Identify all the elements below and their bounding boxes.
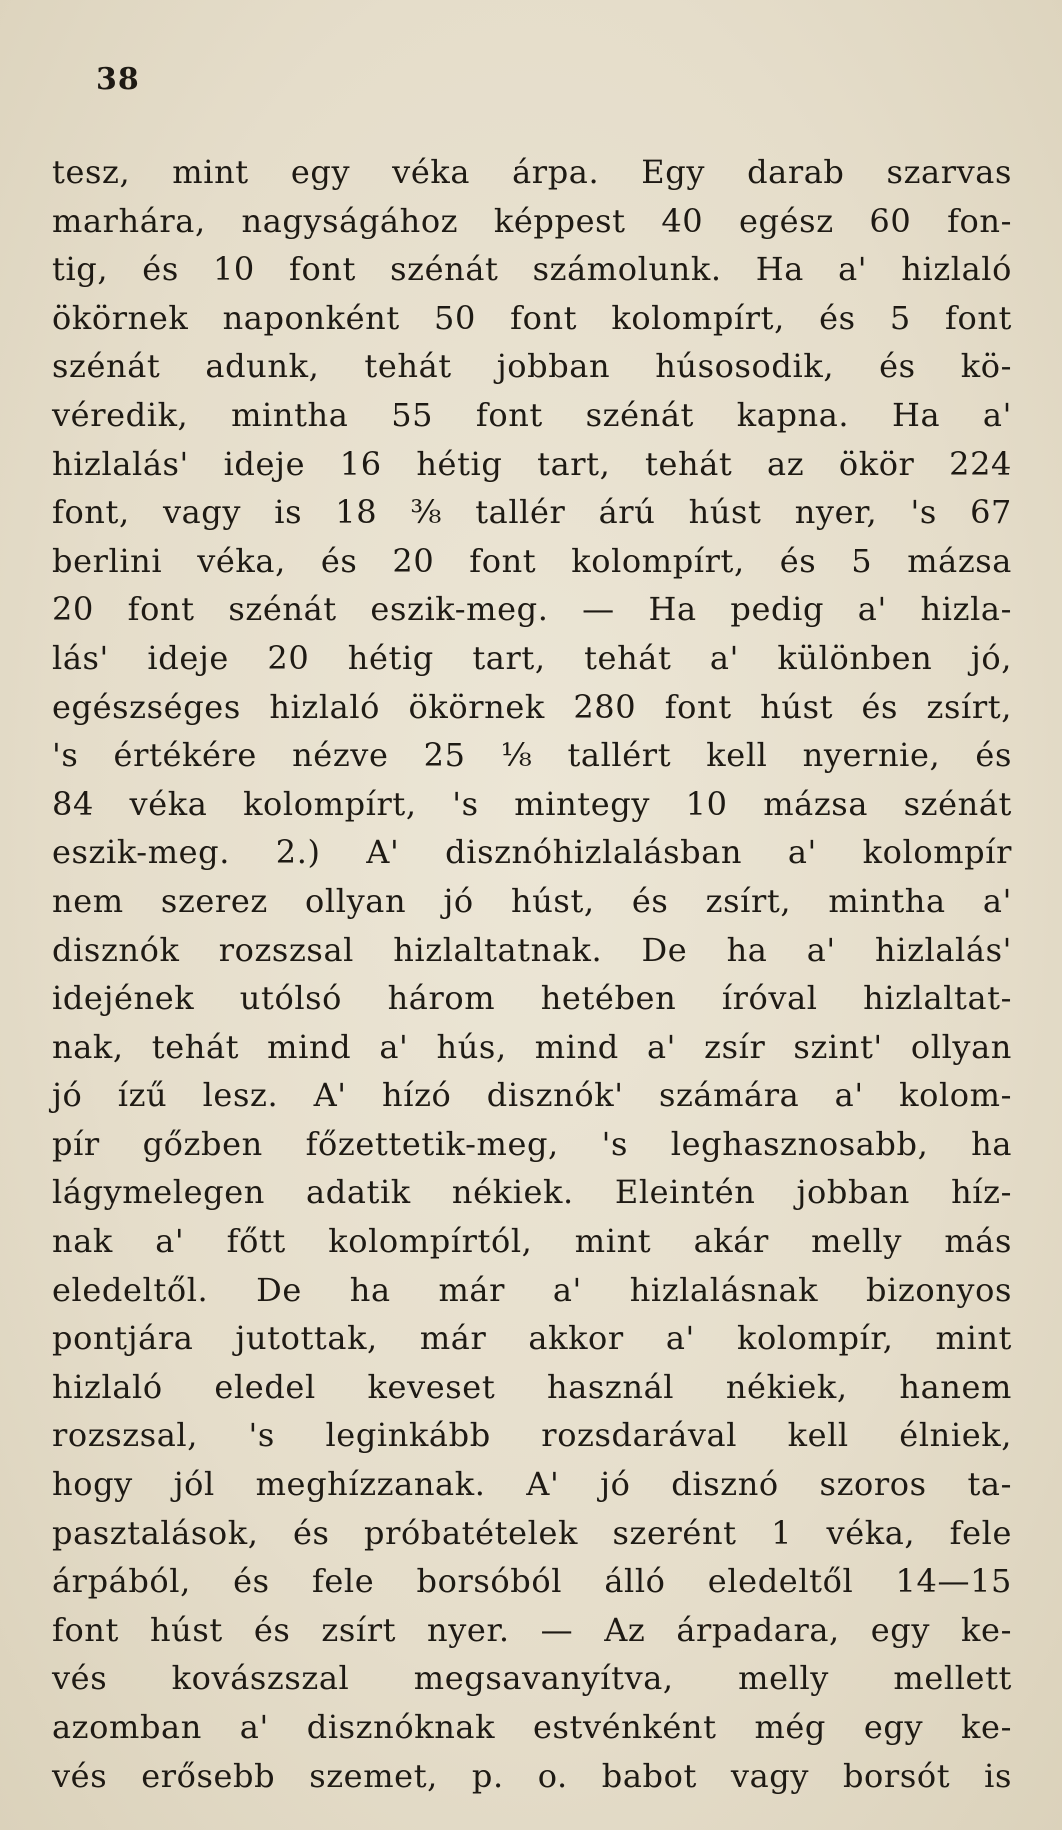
text-line: eszik-meg. 2.) A' disznóhizlalásban a' kolompír <box>52 833 1012 872</box>
text-line: 20 font szénát eszik-meg. — Ha pedig a' hizla- <box>52 590 1012 629</box>
text-line: vés erősebb szemet, p. o. babot vagy borsót is <box>52 1756 1012 1795</box>
text-line: hogy jól meghízzanak. A' jó disznó szoros ta- <box>52 1465 1012 1504</box>
text-line: font, vagy is 18 ⅜ tallér árú húst nyer, 's 67 <box>52 493 1012 532</box>
text-line: lás' ideje 20 hétig tart, tehát a' különben jó, <box>52 638 1012 677</box>
text-line: jó ízű lesz. A' hízó disznók' számára a' kolom- <box>52 1076 1012 1115</box>
text-line: szénát adunk, tehát jobban húsosodik, és kö- <box>52 347 1012 386</box>
text-line: azomban a' disznóknak estvénként még egy ke- <box>52 1708 1012 1746</box>
text-line: véredik, mintha 55 font szénát kapna. Ha a' <box>52 395 1012 434</box>
text-line: nak, tehát mind a' hús, mind a' zsír szint' ollyan <box>52 1027 1012 1066</box>
text-line: font húst és zsírt nyer. — Az árpadara, egy ke- <box>52 1610 1012 1649</box>
text-line: tesz, mint egy véka árpa. Egy darab szarvas <box>52 153 1012 191</box>
text-line: árpából, és fele borsóból álló eledeltől 14—15 <box>52 1562 1012 1601</box>
text-line: lágymelegen adatik nékiek. Eleintén jobban híz- <box>52 1173 1012 1212</box>
text-line: pír gőzben főzettetik-meg, 's leghasznosabb, ha <box>52 1124 1012 1163</box>
page-number: 38 <box>96 62 140 97</box>
text-line: hizlalás' ideje 16 hétig tart, tehát az ökör 224 <box>52 444 1012 483</box>
text-line: rozszsal, 's leginkább rozsdarával kell élniek, <box>52 1416 1012 1455</box>
text-line: 84 véka kolompírt, 's mintegy 10 mázsa szénát <box>52 784 1012 823</box>
text-line: nem szerez ollyan jó húst, és zsírt, mintha a' <box>52 881 1012 920</box>
text-line: berlini véka, és 20 font kolompírt, és 5 mázsa <box>52 541 1012 580</box>
text-line: marhára, nagyságához képpest 40 egész 60 fon- <box>52 201 1012 240</box>
text-line: eledeltől. De ha már a' hizlalásnak bizonyos <box>52 1270 1012 1309</box>
text-line: tig, és 10 font szénát számolunk. Ha a' hizlaló <box>52 250 1012 289</box>
text-line: ökörnek naponként 50 font kolompírt, és 5 font <box>52 298 1012 337</box>
text-line: nak a' főtt kolompírtól, mint akár melly más <box>52 1222 1012 1261</box>
text-line: egészséges hizlaló ökörnek 280 font húst és zsírt, <box>52 687 1012 726</box>
text-line: pasztalások, és próbatételek szerént 1 véka, fele <box>52 1513 1012 1552</box>
text-line: pontjára jutottak, már akkor a' kolompír, mint <box>52 1319 1012 1358</box>
text-line: hizlaló eledel keveset használ nékiek, hanem <box>52 1367 1012 1406</box>
text-line: idejének utólsó három hetében íróval hizlaltat- <box>52 979 1012 1018</box>
body-text <box>52 148 1012 1800</box>
text-line: vés kovászszal megsavanyítva, melly mellett <box>52 1659 1012 1698</box>
text-line: 's értékére nézve 25 ⅛ tallért kell nyernie, és <box>52 736 1012 775</box>
text-line: disznók rozszsal hizlaltatnak. De ha a' hizlalás' <box>52 930 1012 969</box>
